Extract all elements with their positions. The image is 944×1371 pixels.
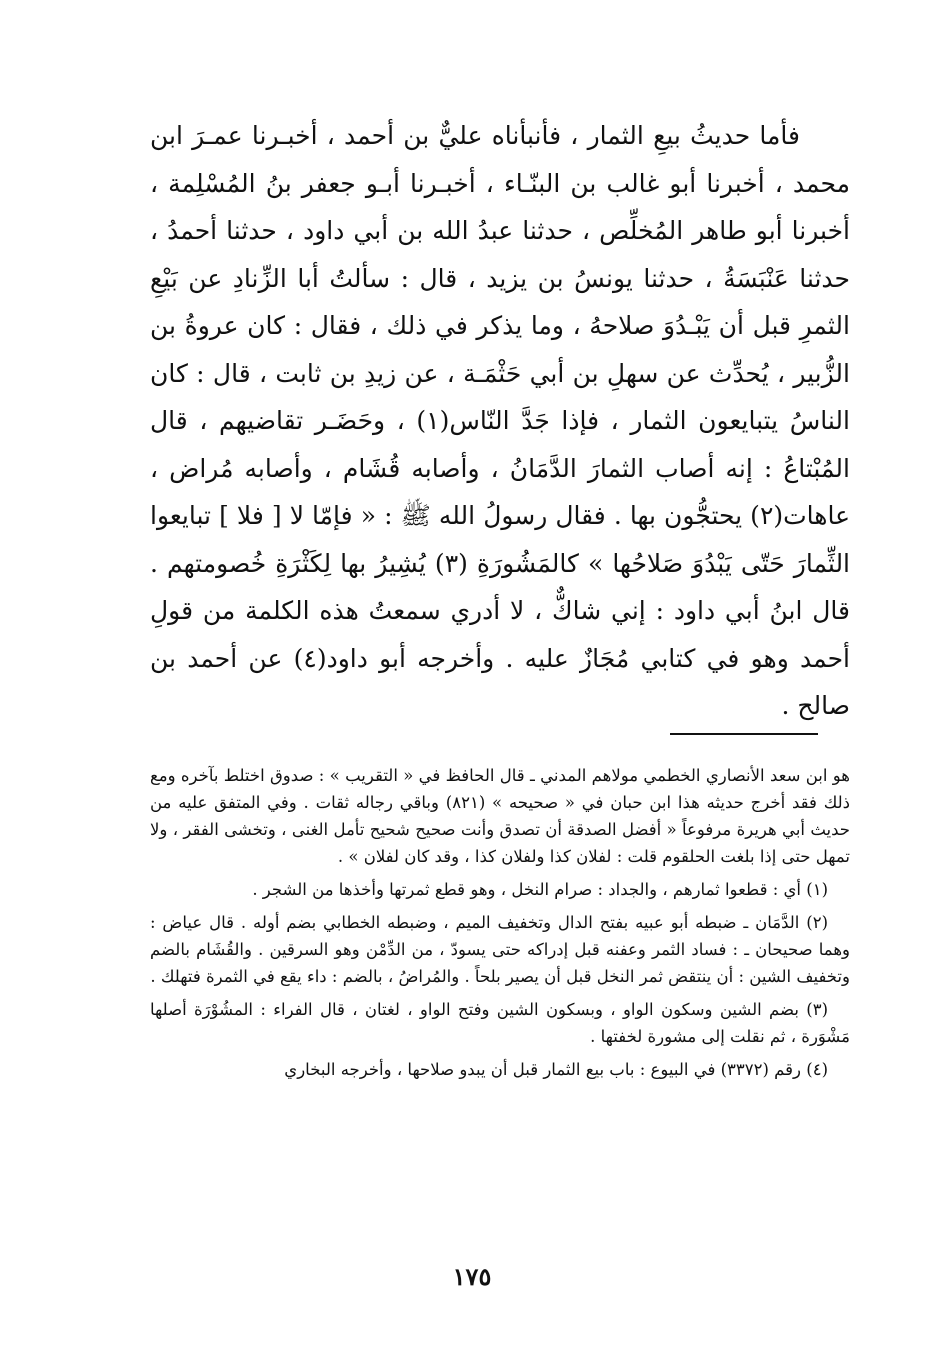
footnote-1: (١) أي : قطعوا ثمارهم ، والجداد : صرام النخل ، وهو قطع ثمرتها وأخذها من الشجر .: [252, 880, 828, 899]
footnote-2: (٢) الدَّمَان ـ ضبطه أبو عبيه بفتح الدال وتخفيف الميم ، وضبطه الخطابي بضم أوله . قال عياض : وهما صحيحان ـ : فساد الثمر وعفنه قبل إدراكه حتى يسودّ ، من الدِّمْن وهو السرقين . والقُشَام بالضم وتخفيف الشين : أن ينتقض ثمر النخل قبل أن يصير بلحاً . والمُراضُ ، بالضم : داء يقع في الثمرة فتهلك .: [150, 913, 850, 986]
footnote-3: (٣) بضم الشين وسكون الواو ، وبسكون الشين وفتح الواو ، لغتان ، قال الفراء : المشُوْرَة أصلها مَشْوَرة ، ثم نقلت إلى مشورة لخفتها .: [150, 1000, 850, 1046]
footnote-separator: [670, 733, 818, 735]
main-text: [150, 112, 850, 730]
footnote-4: (٤) رقم (٣٣٧٢) في البيوع : باب بيع الثمار قبل أن يبدو صلاحها ، وأخرجه البخاري: [284, 1060, 828, 1079]
footnote-continued: هو ابن سعد الأنصاري الخطمي مولاهم المدني ـ قال الحافظ في « التقريب » : صدوق اختلط بآخره ومع ذلك فقد أخرج حديثه هذا ابن حبان في « صحيحه » (٨٢١) وباقي رجاله ثقات . وفي المتفق عليه من حديث أبي هريرة مرفوعاً « أفضل الصدقة أن تصدق وأنت صحيح شحيح تأمل الغنى ، وتخشى الفقر ، ولا تمهل حتى إذا بلغت الحلقوم قلت : لفلان كذا ولفلان كذا ، وقد كان لفلان » .: [150, 766, 850, 866]
main-paragraph: فأما حديثُ بيعِ الثمار ، فأنبأناه عليٌّ بن أحمد ، أخبـرنا عمـرَ ابن محمد ، أخبرنا أبو غالب بن البنّـاء ، أخبـرنا أبـو جعفر بنُ المُسْلِمة ، أخبرنا أبو طاهر المُخلِّص ، حدثنا عبدُ الله بن أبي داود ، حدثنا أحمدُ ، حدثنا عَنْبَسَةُ ، حدثنا يونسُ بن يزيد ، قال : سألتُ أبا الزِّنادِ عن بَيْعِ الثمرِ قبل أن يَبْـدُوَ صلاحهُ ، وما يذكر في ذلك ، فقال : كان عروةُ بن الزُّبير ، يُحدِّث عن سهلِ بن أبي حَثْمَـة ، عن زيدِ بن ثابت ، قال : كان الناسُ يتبايعون الثمار ، فإذا جَدَّ النّاس(١) ، وحَضَـر تقاضيهم ، قال المُبْتاعُ : إنه أصاب الثمارَ الدَّمَانُ ، وأصابه قُشَام ، وأصابه مُراض ، عاهات(٢) يحتجُّون بها . فقال رسولُ الله ﷺ : « فإمّا لا [ فلا ] تبايعوا الثِّمارَ حَتّى يَبْدُوَ صَلاحُها » كالمَشُورَةِ (٣) يُشِيرُ بها لِكَثْرَةِ خُصومتهم . قال ابنُ أبي داود : إني شاكٌّ ، لا أدري سمعتُ هذه الكلمة من قولِ أحمد وهو في كتابي مُجَازٌ عليه . وأخرجه أبو داود(٤) عن أحمد بن صالح .: [150, 121, 851, 720]
page-number: ١٧٥: [452, 1262, 492, 1291]
footnotes: [150, 762, 850, 1089]
